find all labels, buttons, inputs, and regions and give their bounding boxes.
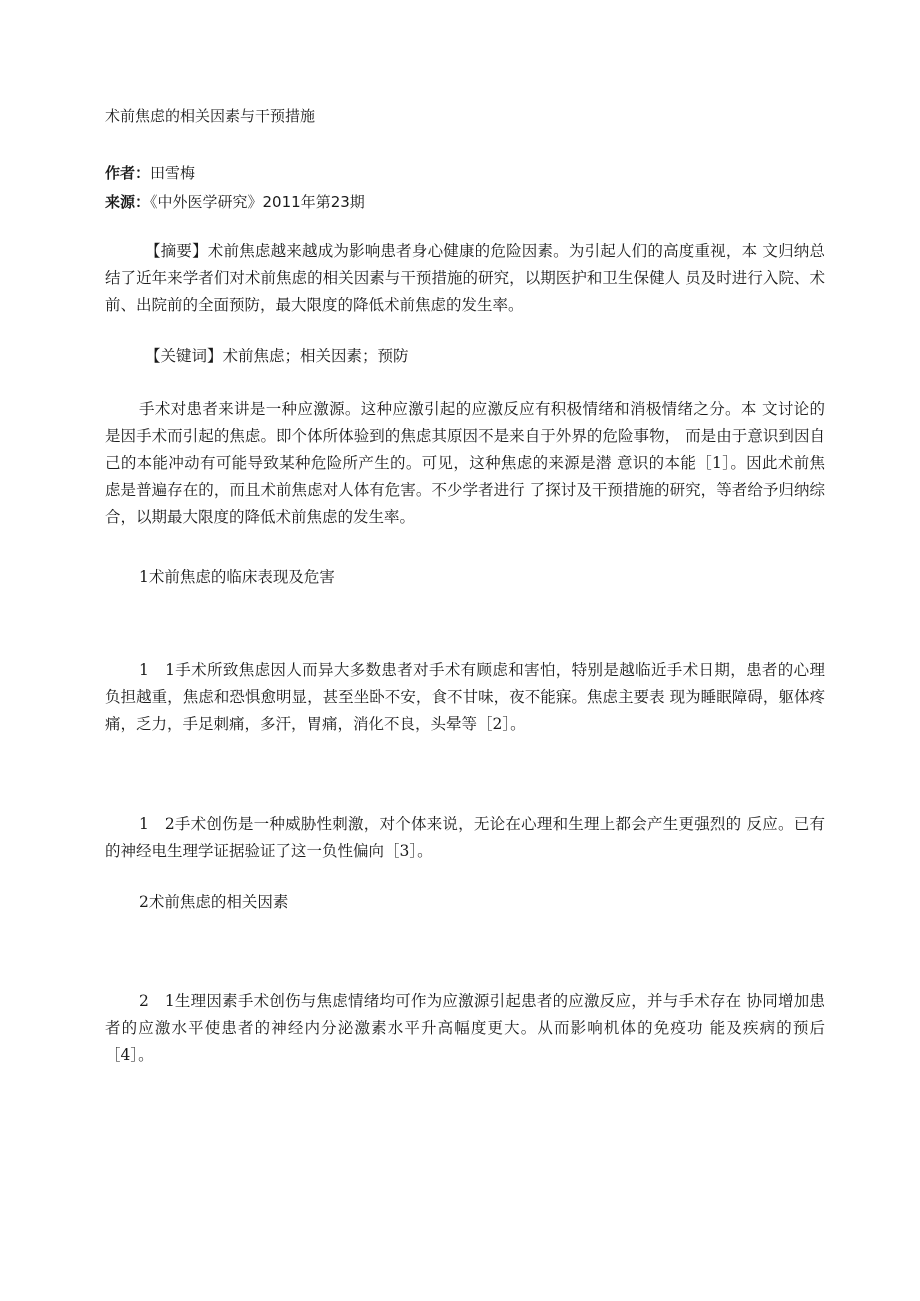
- section-1-1-paragraph: 1 1手术所致焦虑因人而异大多数患者对手术有顾虑和害怕，特别是越临近手术日期，患者的心理负担越重，焦虑和恐惧愈明显，甚至坐卧不安，食不甘味，夜不能寐。焦虑主要表 现为睡眠障碍，躯体疼痛，乏力，手足刺痛，多汗，胃痛，消化不良，头晕等［2］。: [105, 661, 825, 733]
- section-1-2-paragraph: 1 2手术创伤是一种威胁性刺激，对个体来说，无论在心理和生理上都会产生更强烈的 反应。已有的神经电生理学证据验证了这一负性偏向［3］。: [105, 815, 825, 860]
- keywords-paragraph: 【关键词】术前焦虑；相关因素；预防: [145, 347, 409, 365]
- source-line: [105, 192, 365, 212]
- section-1-heading: 1术前焦虑的临床表现及危害: [139, 568, 335, 586]
- abstract-paragraph: 【摘要】术前焦虑越来越成为影响患者身心健康的危险因素。为引起人们的高度重视，本 文归纳总结了近年来学者们对术前焦虑的相关因素与干预措施的研究，以期医护和卫生保健人 员及时进行入院、术前、出院前的全面预防，最大限度的降低术前焦虑的发生率。: [105, 242, 825, 314]
- author-name: 田雪梅: [150, 164, 196, 182]
- author-line: [105, 163, 195, 183]
- section-2-heading: 2术前焦虑的相关因素: [139, 893, 289, 911]
- source-name: 《中外医学研究》2011年第23期: [150, 193, 365, 211]
- document-title: 术前焦虑的相关因素与干预措施: [105, 107, 316, 125]
- intro-paragraph: 手术对患者来讲是一种应激源。这种应激引起的应激反应有积极情绪和消极情绪之分。本 文讨论的是因手术而引起的焦虑。即个体所体验到的焦虑其原因不是来自于外界的危险事物， 而是由于意识到因自己的本能冲动有可能导致某种危险所产生的。可见，这种焦虑的来源是潜 意识的本能［1］。因此术前焦虑是普遍存在的，而且术前焦虑对人体有危害。不少学者进行 了探讨及干预措施的研究，等者给予归纳综合，以期最大限度的降低术前焦虑的发生率。: [105, 400, 825, 526]
- section-2-1-paragraph: 2 1生理因素手术创伤与焦虑情绪均可作为应激源引起患者的应激反应，并与手术存在 协同增加患者的应激水平使患者的神经内分泌激素水平升高幅度更大。从而影响机体的免疫功 能及疾病的预后［4］。: [105, 992, 825, 1064]
- source-label: 来源：: [105, 193, 151, 211]
- author-label: 作者：: [105, 164, 151, 182]
